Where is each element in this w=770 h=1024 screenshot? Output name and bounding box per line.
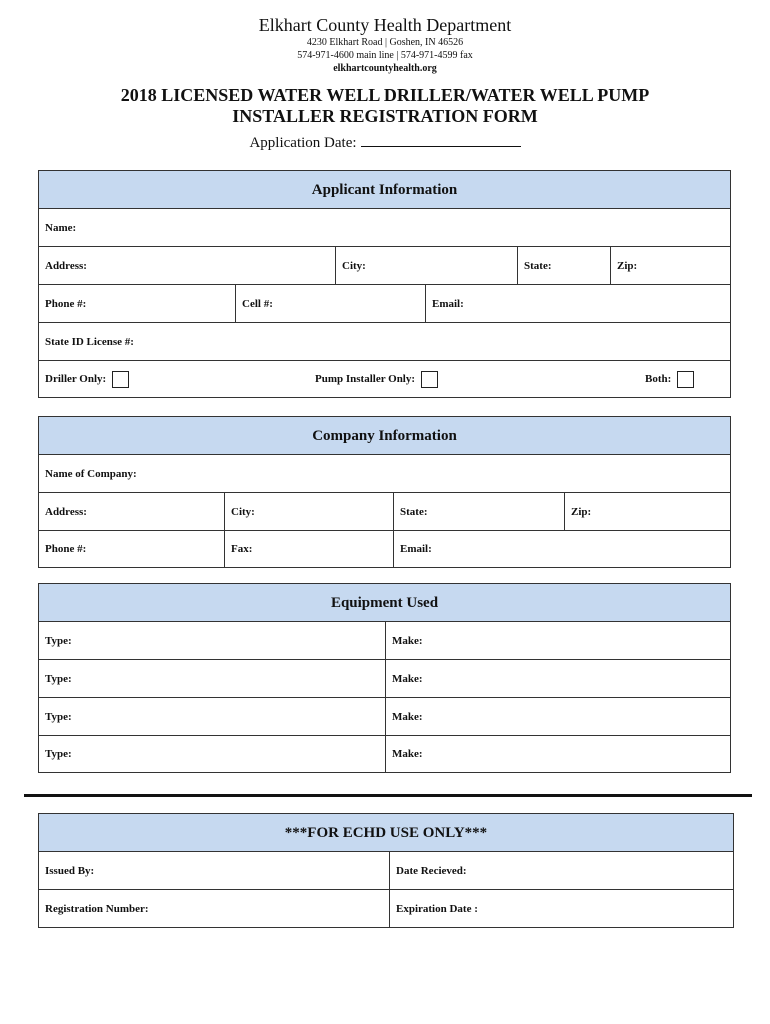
company-address-field[interactable]: Address: [39, 493, 225, 530]
applicant-contact-row [39, 285, 730, 323]
office-use-section [38, 813, 734, 928]
equipment-heading: Equipment Used [39, 584, 730, 622]
company-section [38, 416, 731, 568]
form-title-line2: INSTALLER REGISTRATION FORM [232, 106, 538, 126]
company-fax-field[interactable]: Fax: [225, 531, 394, 567]
applicant-name-row [39, 209, 730, 247]
applicant-state-field[interactable]: State: [518, 247, 611, 284]
expiration-date-field[interactable]: Expiration Date : [396, 902, 478, 915]
company-name-field[interactable]: Name of Company: [45, 467, 137, 480]
application-date [0, 133, 770, 152]
company-phone-field[interactable]: Phone #: [39, 531, 225, 567]
date-received-field[interactable]: Date Recieved: [396, 864, 467, 877]
equipment-row [39, 736, 730, 772]
applicant-email-field[interactable]: Email: [432, 297, 464, 310]
applicant-zip-field[interactable]: Zip: [617, 259, 638, 272]
office-issued-row [39, 852, 733, 890]
section-divider [24, 794, 752, 797]
applicant-address-field[interactable]: Address: [39, 247, 336, 284]
driller-only-label: Driller Only: [45, 373, 107, 385]
company-zip-field[interactable]: Zip: [571, 505, 592, 518]
organization-website: elkhartcountyhealth.org [333, 63, 437, 74]
equipment-make-field[interactable]: Make: [392, 672, 423, 685]
company-email-field[interactable]: Email: [400, 543, 432, 555]
applicant-address-row [39, 247, 730, 285]
equipment-row [39, 622, 730, 660]
both-option [639, 361, 730, 397]
applicant-license-field[interactable]: State ID License #: [45, 335, 134, 348]
applicant-phone-field[interactable]: Phone #: [39, 285, 236, 322]
organization-name: Elkhart County Health Department [258, 15, 512, 35]
equipment-row [39, 660, 730, 698]
organization-phones: 574-971-4600 main line | 574-971-4599 fax [297, 50, 473, 61]
form-title-line1: 2018 LICENSED WATER WELL DRILLER/WATER WELL PUMP [120, 85, 650, 105]
office-use-heading: ***FOR ECHD USE ONLY*** [39, 814, 733, 852]
applicant-heading: Applicant Information [39, 171, 730, 209]
equipment-type-field[interactable]: Type: [39, 660, 386, 697]
issued-by-field[interactable]: Issued By: [39, 852, 390, 889]
both-checkbox[interactable] [677, 371, 694, 388]
application-date-label: Application Date: [249, 135, 357, 151]
form-header [0, 14, 770, 152]
registration-number-field[interactable]: Registration Number: [39, 890, 390, 927]
pump-installer-label: Pump Installer Only: [315, 373, 416, 385]
equipment-row [39, 698, 730, 736]
office-registration-row [39, 890, 733, 927]
pump-installer-checkbox[interactable] [421, 371, 438, 388]
equipment-make-field[interactable]: Make: [392, 748, 423, 760]
driller-only-option [39, 361, 309, 397]
both-label: Both: [645, 373, 672, 385]
company-city-field[interactable]: City: [225, 493, 394, 530]
form-title [0, 85, 770, 127]
applicant-section [38, 170, 731, 398]
equipment-type-field[interactable]: Type: [39, 622, 386, 659]
applicant-license-row [39, 323, 730, 361]
application-date-field[interactable] [361, 133, 521, 147]
company-state-field[interactable]: State: [394, 493, 565, 530]
applicant-cell-field[interactable]: Cell #: [236, 285, 426, 322]
applicant-city-field[interactable]: City: [336, 247, 518, 284]
applicant-name-field[interactable]: Name: [45, 221, 77, 234]
organization-address: 4230 Elkhart Road | Goshen, IN 46526 [306, 37, 464, 48]
company-heading: Company Information [39, 417, 730, 455]
company-contact-row [39, 531, 730, 567]
company-address-row [39, 493, 730, 531]
equipment-type-field[interactable]: Type: [39, 736, 386, 772]
equipment-section [38, 583, 731, 773]
pump-installer-option [309, 361, 639, 397]
driller-only-checkbox[interactable] [112, 371, 129, 388]
applicant-type-row [39, 361, 730, 397]
equipment-make-field[interactable]: Make: [392, 710, 423, 723]
equipment-type-field[interactable]: Type: [39, 698, 386, 735]
equipment-make-field[interactable]: Make: [392, 634, 423, 647]
company-name-row [39, 455, 730, 493]
